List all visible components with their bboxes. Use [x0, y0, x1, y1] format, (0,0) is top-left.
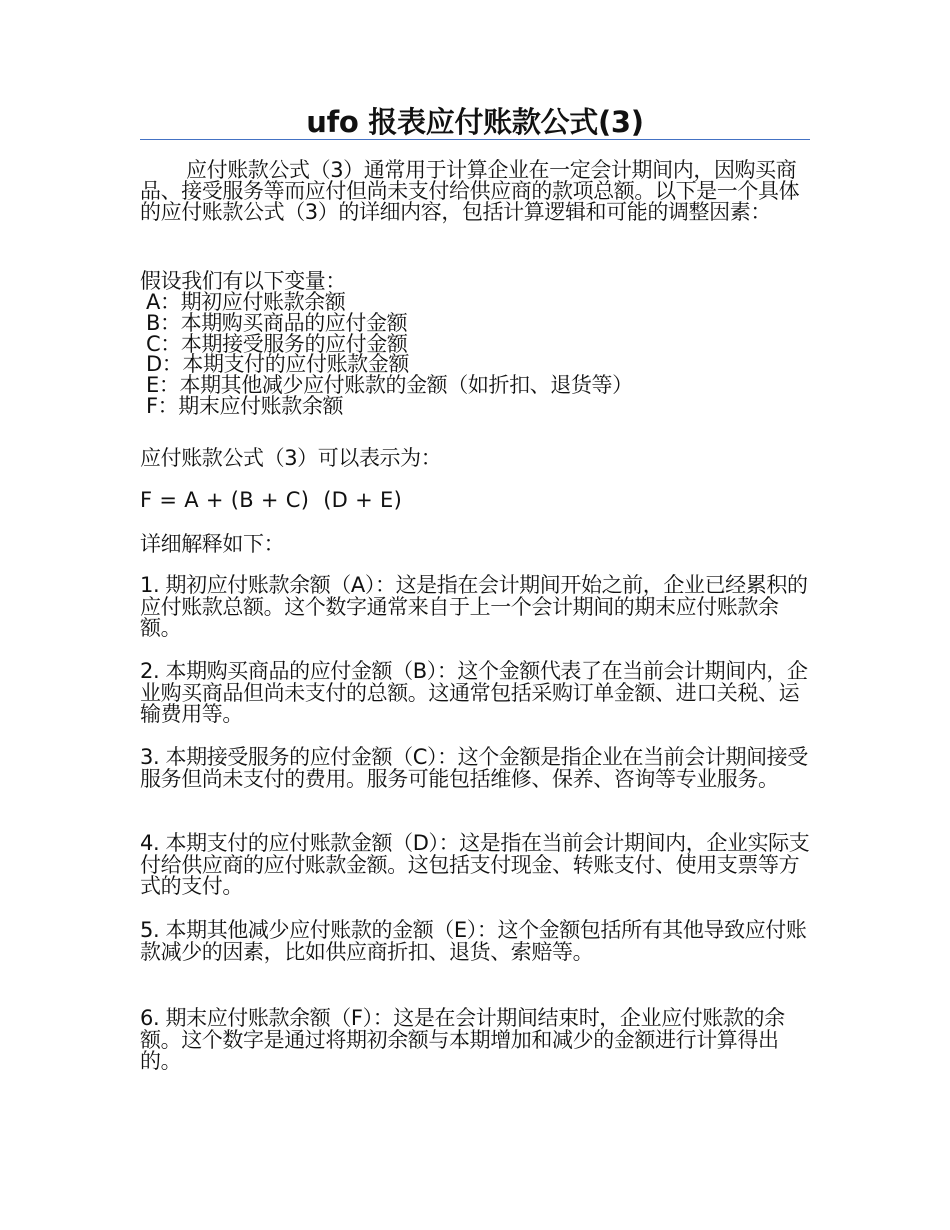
variable-c: C：本期接受服务的应付金额	[146, 331, 408, 356]
title-underline	[140, 139, 810, 140]
detail-item-2: 2. 本期购买商品的应付金额（B）：这个金额代表了在当前会计期间内，企业购买商品但尚未支付的总额。这通常包括采购订单金额、进口关税、运输费用等。	[140, 659, 808, 726]
variable-f: F：期末应付账款余额	[146, 393, 344, 418]
document-title: ufo 报表应付账款公式(3)	[306, 105, 644, 139]
detail-item-3: 3. 本期接受服务的应付金额（C）：这个金额是指企业在当前会计期间接受服务但尚未支付的费用。服务可能包括维修、保养、咨询等专业服务。	[140, 745, 808, 791]
detail-item-5: 5. 本期其他减少应付账款的金额（E）：这个金额包括所有其他导致应付账款减少的因素，比如供应商折扣、退货、索赔等。	[140, 918, 807, 964]
assume-heading: 假设我们有以下变量：	[140, 269, 346, 293]
detail-heading: 详细解释如下：	[140, 532, 285, 556]
variable-list	[146, 292, 806, 417]
detail-item-6: 6. 期末应付账款余额（F）：这是在会计期间结束时，企业应付账款的余额。这个数字是通过将期初余额与本期增加和减少的金额进行计算得出的。	[140, 1006, 785, 1073]
formula-intro: 应付账款公式（3）可以表示为：	[140, 446, 442, 470]
variable-a: A：期初应付账款余额	[146, 290, 346, 314]
intro-paragraph: 应付账款公式（3）通常用于计算企业在一定会计期间内，因购买商品、接受服务等而应付但尚未支付给供应商的款项总额。以下是一个具体的应付账款公式（3）的详细内容，包括计算逻辑和可能的调整因素：	[140, 158, 800, 224]
formula: F = A + (B + C) (D + E)	[140, 488, 403, 512]
variable-d: D：本期支付的应付账款金额	[146, 352, 409, 377]
detail-item-4: 4. 本期支付的应付账款金额（D）：这是指在当前会计期间内，企业实际支付给供应商的应付账款金额。这包括支付现金、转账支付、使用支票等方式的支付。	[140, 831, 810, 898]
variable-b: B：本期购买商品的应付金额	[146, 310, 408, 335]
variable-e: E：本期其他减少应付账款的金额（如折扣、退货等）	[146, 373, 633, 398]
detail-item-1: 1. 期初应付账款余额（A）：这是指在会计期间开始之前，企业已经累积的应付账款总额。这个数字通常来自于上一个会计期间的期末应付账款余额。	[140, 573, 808, 640]
